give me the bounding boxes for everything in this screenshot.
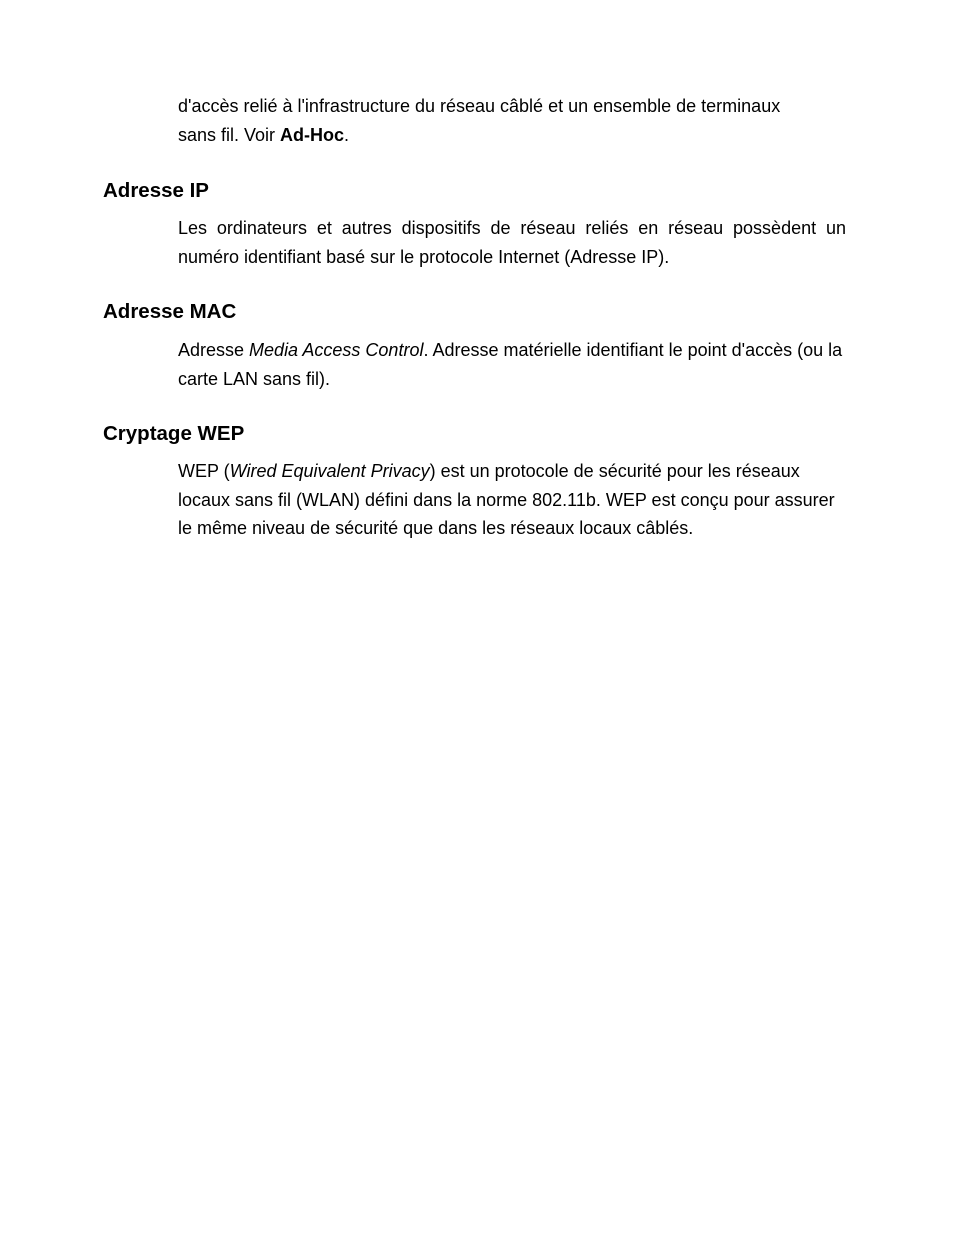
intro-paragraph: [178, 92, 846, 149]
body-adresse-mac-rest: . Adresse matérielle identifiant le point d'accès (ou la carte LAN sans fil).: [178, 340, 843, 389]
heading-cryptage-wep: Cryptage WEP: [103, 422, 245, 445]
heading-adresse-ip: Adresse IP: [103, 179, 209, 202]
ad-hoc-reference: Ad-Hoc: [280, 124, 345, 145]
body-adresse-ip: Les ordinateurs et autres dispositifs de réseau reliés en réseau possèdent un numéro identifiant basé sur le protocole Internet (Adresse IP).: [178, 218, 846, 267]
body-adresse-mac-start: Adresse: [178, 340, 250, 360]
wired-equivalent-privacy-term: Wired Equivalent Privacy: [229, 461, 430, 481]
body-cryptage-wep: [178, 457, 846, 543]
heading-adresse-mac: Adresse MAC: [103, 300, 237, 323]
intro-line-2-end: .: [344, 124, 350, 145]
intro-line-1: d'accès relié à l'infrastructure du réseau câblé et un ensemble de terminaux: [178, 96, 781, 116]
media-access-control-term: Media Access Control: [249, 340, 424, 360]
intro-line-2-text: sans fil. Voir: [178, 124, 281, 145]
body-cryptage-wep-rest: ) est un protocole de sécurité pour les réseaux locaux sans fil (WLAN) défini dans la norme 802.11b. WEP est conçu pour assurer le même niveau de sécurité que dans les réseaux locaux câblés.: [178, 461, 835, 538]
body-adresse-mac: [178, 336, 846, 393]
body-cryptage-wep-start: WEP (: [178, 461, 230, 481]
